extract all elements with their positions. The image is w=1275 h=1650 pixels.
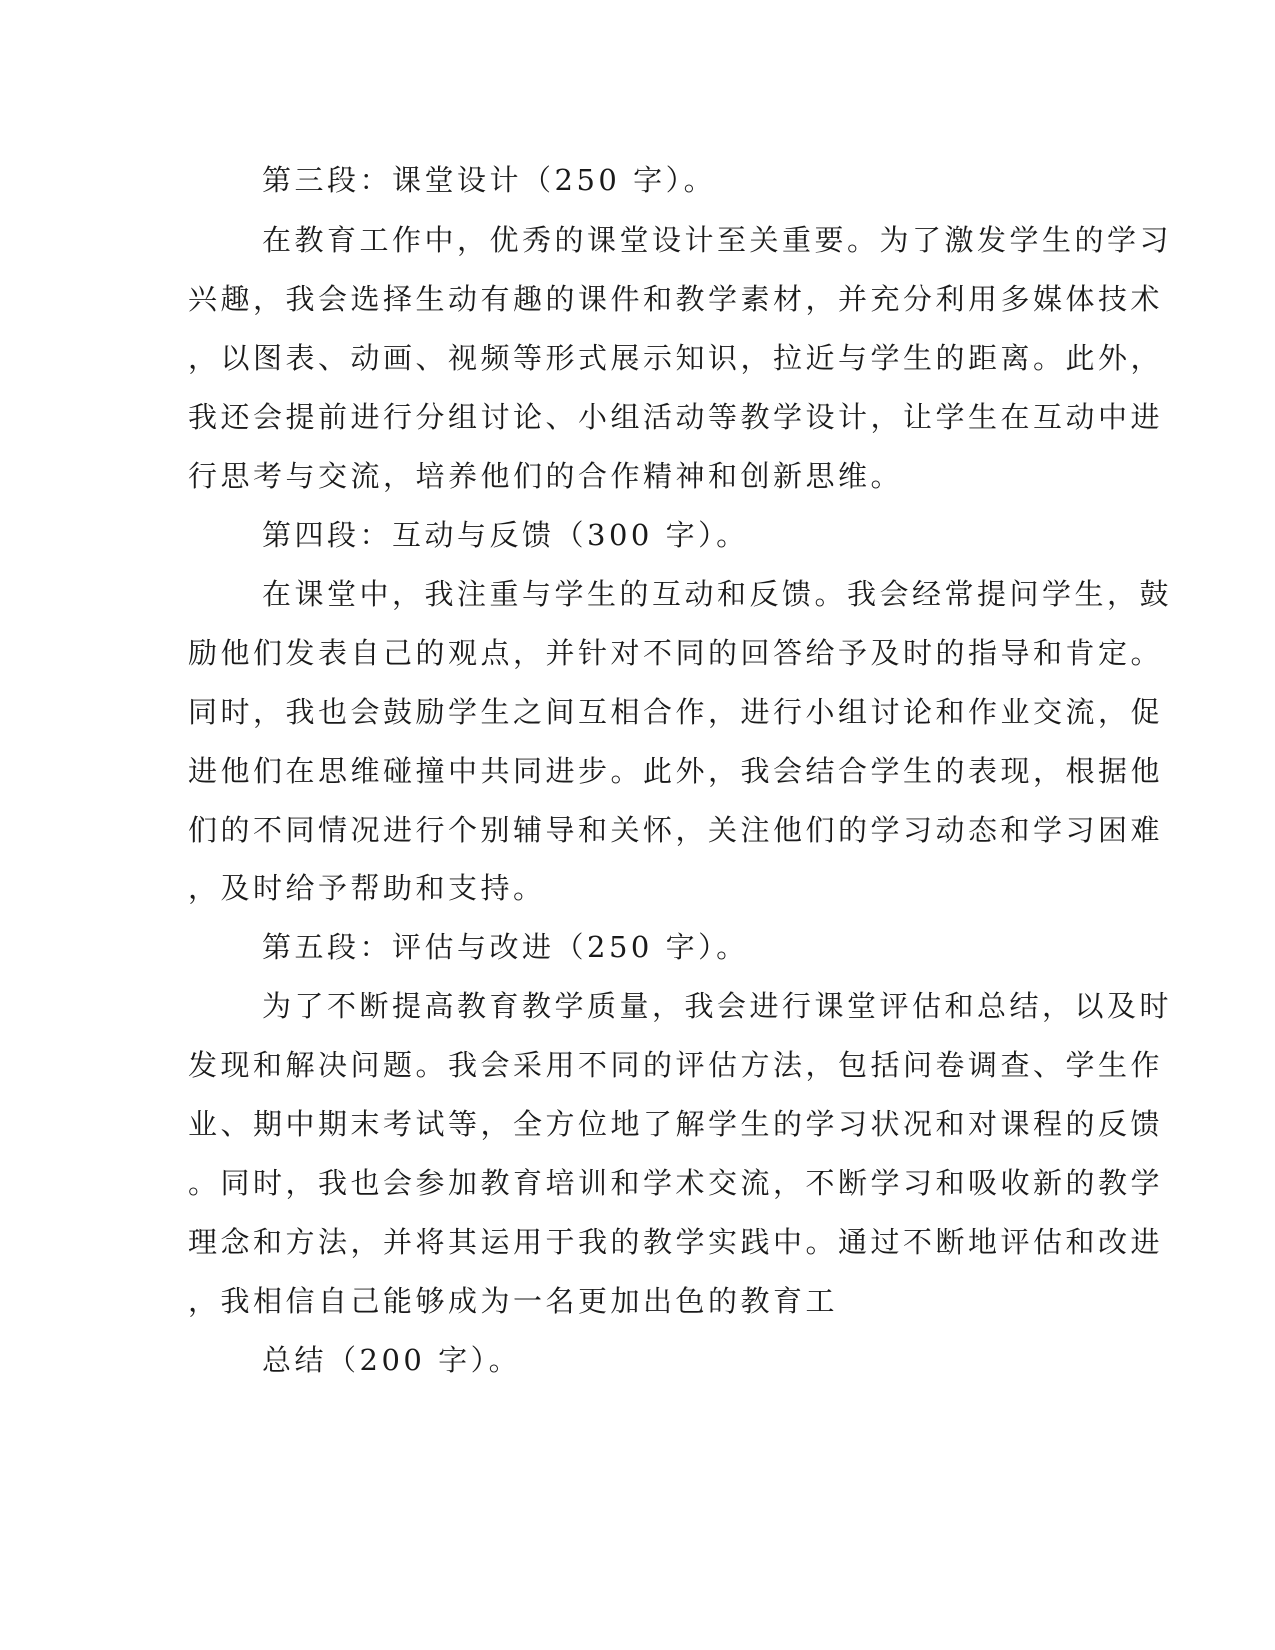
paragraph-line: 进他们在思维碰撞中共同进步。此外，我会结合学生的表现，根据他 bbox=[188, 754, 1164, 788]
paragraph-line: 业、期中期末考试等，全方位地了解学生的学习状况和对课程的反馈 bbox=[188, 1107, 1164, 1141]
paragraph-line: ，我相信自己能够成为一名更加出色的教育工 bbox=[188, 1284, 839, 1318]
paragraph-line: 发现和解决问题。我会采用不同的评估方法，包括问卷调查、学生作 bbox=[188, 1048, 1164, 1082]
section-heading-3: 第三段：课堂设计（250 字）。 bbox=[262, 163, 717, 197]
paragraph-line: 们的不同情况进行个别辅导和关怀，关注他们的学习动态和学习困难 bbox=[188, 813, 1164, 847]
paragraph-line: 行思考与交流，培养他们的合作精神和创新思维。 bbox=[188, 459, 904, 493]
paragraph-line: 为了不断提高教育教学质量，我会进行课堂评估和总结，以及时 bbox=[262, 989, 1173, 1023]
paragraph-line: ，以图表、动画、视频等形式展示知识，拉近与学生的距离。此外， bbox=[188, 341, 1164, 375]
paragraph-line: 兴趣，我会选择生动有趣的课件和教学素材，并充分利用多媒体技术 bbox=[188, 282, 1164, 316]
paragraph-line: 励他们发表自己的观点，并针对不同的回答给予及时的指导和肯定。 bbox=[188, 636, 1164, 670]
paragraph-line: 同时，我也会鼓励学生之间互相合作，进行小组讨论和作业交流，促 bbox=[188, 695, 1164, 729]
section-heading-5: 第五段：评估与改进（250 字）。 bbox=[262, 930, 749, 964]
paragraph-line: 我还会提前进行分组讨论、小组活动等教学设计，让学生在互动中进 bbox=[188, 400, 1164, 434]
paragraph-line: 理念和方法，并将其运用于我的教学实践中。通过不断地评估和改进 bbox=[188, 1225, 1164, 1259]
summary-heading: 总结（200 字）。 bbox=[262, 1343, 522, 1377]
paragraph-line: 。同时，我也会参加教育培训和学术交流，不断学习和吸收新的教学 bbox=[188, 1166, 1164, 1200]
paragraph-line: 在课堂中，我注重与学生的互动和反馈。我会经常提问学生，鼓 bbox=[262, 577, 1173, 611]
paragraph-line: 在教育工作中，优秀的课堂设计至关重要。为了激发学生的学习 bbox=[262, 223, 1173, 257]
section-heading-4: 第四段：互动与反馈（300 字）。 bbox=[262, 518, 749, 552]
paragraph-line: ，及时给予帮助和支持。 bbox=[188, 871, 546, 905]
